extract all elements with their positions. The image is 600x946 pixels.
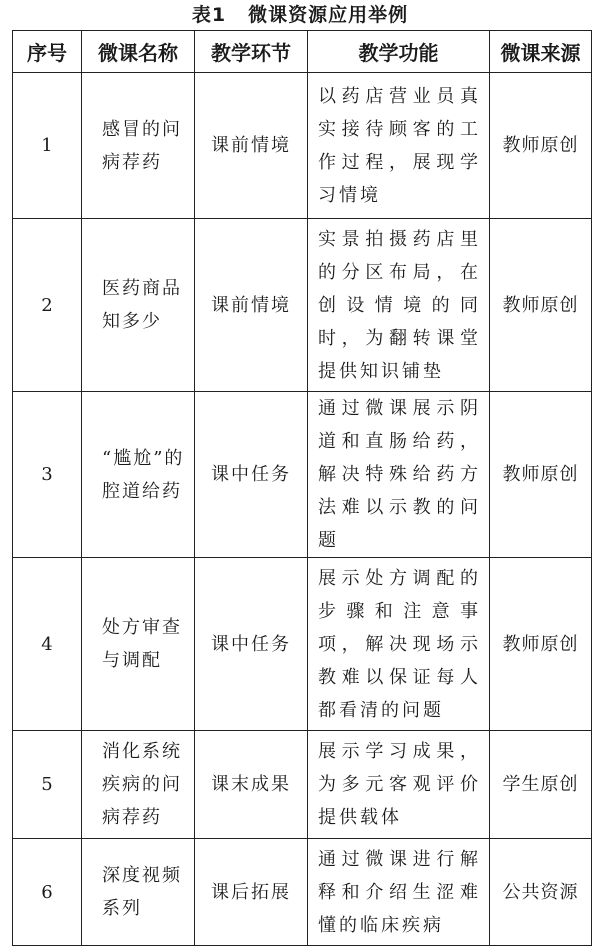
cell-no: 6 bbox=[13, 839, 82, 946]
cell-function: 以药店营业员真实接待顾客的工作过程，展现学习情境 bbox=[308, 73, 490, 219]
cell-no: 2 bbox=[13, 219, 82, 392]
cell-stage: 课前情境 bbox=[195, 219, 308, 392]
cell-no: 5 bbox=[13, 731, 82, 839]
table-row bbox=[13, 558, 592, 731]
cell-no: 4 bbox=[13, 558, 82, 731]
cell-source: 教师原创 bbox=[490, 219, 592, 392]
cell-stage: 课中任务 bbox=[195, 392, 308, 558]
cell-source: 学生原创 bbox=[490, 731, 592, 839]
cell-name: 感冒的问病荐药 bbox=[82, 73, 195, 219]
table-row bbox=[13, 392, 592, 558]
cell-no: 1 bbox=[13, 73, 82, 219]
table-row bbox=[13, 219, 592, 392]
cell-stage: 课前情境 bbox=[195, 73, 308, 219]
header-name: 微课名称 bbox=[82, 31, 195, 73]
cell-stage: 课末成果 bbox=[195, 731, 308, 839]
cell-name: 处方审查与调配 bbox=[82, 558, 195, 731]
cell-function: 通过微课进行解释和介绍生涩难懂的临床疾病 bbox=[308, 839, 490, 946]
cell-source: 教师原创 bbox=[490, 73, 592, 219]
header-stage: 教学环节 bbox=[195, 31, 308, 73]
table-number: 表1 bbox=[191, 4, 227, 26]
cell-name: 深度视频系列 bbox=[82, 839, 195, 946]
table-title: 微课资源应用举例 bbox=[248, 4, 409, 26]
table-row bbox=[13, 839, 592, 946]
cell-name: 消化系统疾病的问病荐药 bbox=[82, 731, 195, 839]
cell-function: 展示学习成果，为多元客观评价提供载体 bbox=[308, 731, 490, 839]
cell-source: 公共资源 bbox=[490, 839, 592, 946]
table-caption bbox=[0, 0, 600, 30]
table-row bbox=[13, 731, 592, 839]
cell-no: 3 bbox=[13, 392, 82, 558]
cell-source: 教师原创 bbox=[490, 392, 592, 558]
cell-stage: 课后拓展 bbox=[195, 839, 308, 946]
table-row bbox=[13, 73, 592, 219]
cell-name: “尴尬”的腔道给药 bbox=[82, 392, 195, 558]
header-function: 教学功能 bbox=[308, 31, 490, 73]
cell-source: 教师原创 bbox=[490, 558, 592, 731]
header-no: 序号 bbox=[13, 31, 82, 73]
cell-function: 展示处方调配的步骤和注意事项，解决现场示教难以保证每人都看清的问题 bbox=[308, 558, 490, 731]
cell-name: 医药商品知多少 bbox=[82, 219, 195, 392]
cell-function: 通过微课展示阴道和直肠给药，解决特殊给药方法难以示教的问题 bbox=[308, 392, 490, 558]
cell-stage: 课中任务 bbox=[195, 558, 308, 731]
header-row bbox=[13, 31, 592, 73]
micro-course-table bbox=[12, 30, 592, 946]
cell-function: 实景拍摄药店里的分区布局，在创设情境的同时，为翻转课堂提供知识铺垫 bbox=[308, 219, 490, 392]
header-source: 微课来源 bbox=[490, 31, 592, 73]
